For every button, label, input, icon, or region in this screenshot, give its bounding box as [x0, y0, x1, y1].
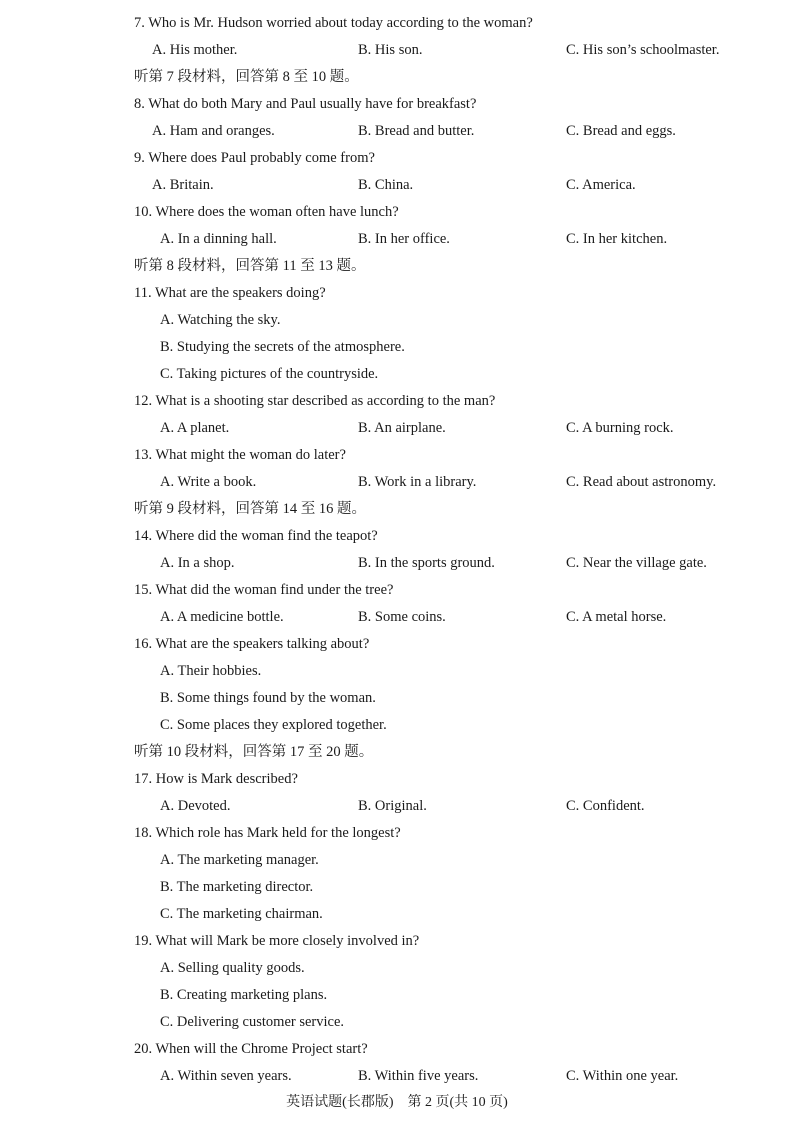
q11-option-b: B. Studying the secrets of the atmosphere.: [160, 339, 405, 355]
q20-option-c: C. Within one year.: [566, 1068, 679, 1084]
section-heading-7: 听第 7 段材料，回答第 8 至 10 题。: [134, 69, 359, 85]
question-11: 11. What are the speakers doing?: [134, 285, 326, 301]
question-16: 16. What are the speakers talking about?: [134, 636, 370, 652]
question-8: 8. What do both Mary and Paul usually have for breakfast?: [134, 96, 477, 112]
section-heading-8: 听第 8 段材料，回答第 11 至 13 题。: [134, 258, 366, 274]
question-18: 18. Which role has Mark held for the longest?: [134, 825, 401, 841]
q12-option-c: C. A burning rock.: [566, 420, 674, 436]
q16-option-a: A. Their hobbies.: [160, 663, 262, 679]
q14-option-a: A. In a shop.: [160, 555, 235, 571]
question-17: 17. How is Mark described?: [134, 771, 298, 787]
q9-option-a: A. Britain.: [152, 177, 214, 193]
q13-option-a: A. Write a book.: [160, 474, 257, 490]
q17-option-b: B. Original.: [358, 798, 427, 814]
page-footer: 英语试题(长郡版) 第 2 页(共 10 页): [286, 1095, 508, 1110]
q10-option-b: B. In her office.: [358, 231, 450, 247]
q17-option-a: A. Devoted.: [160, 798, 231, 814]
q17-option-c: C. Confident.: [566, 798, 645, 814]
q18-option-b: B. The marketing director.: [160, 879, 314, 895]
q19-option-a: A. Selling quality goods.: [160, 960, 305, 976]
q15-option-c: C. A metal horse.: [566, 609, 667, 625]
q16-option-c: C. Some places they explored together.: [160, 717, 387, 733]
q7-option-b: B. His son.: [358, 42, 423, 58]
q10-option-a: A. In a dinning hall.: [160, 231, 277, 247]
q14-option-b: B. In the sports ground.: [358, 555, 495, 571]
q12-option-a: A. A planet.: [160, 420, 230, 436]
q9-option-c: C. America.: [566, 177, 636, 193]
q19-option-b: B. Creating marketing plans.: [160, 987, 328, 1003]
q12-option-b: B. An airplane.: [358, 420, 446, 436]
q10-option-c: C. In her kitchen.: [566, 231, 668, 247]
question-19: 19. What will Mark be more closely involved in?: [134, 933, 420, 949]
q18-option-a: A. The marketing manager.: [160, 852, 319, 868]
question-13: 13. What might the woman do later?: [134, 447, 346, 463]
q15-option-a: A. A medicine bottle.: [160, 609, 284, 625]
q20-option-a: A. Within seven years.: [160, 1068, 292, 1084]
question-15: 15. What did the woman find under the tree?: [134, 582, 394, 598]
q11-option-a: A. Watching the sky.: [160, 312, 281, 328]
q16-option-b: B. Some things found by the woman.: [160, 690, 376, 706]
question-10: 10. Where does the woman often have lunch?: [134, 204, 399, 220]
section-heading-10: 听第 10 段材料，回答第 17 至 20 题。: [134, 744, 374, 760]
q13-option-b: B. Work in a library.: [358, 474, 477, 490]
q7-option-a: A. His mother.: [152, 42, 238, 58]
q15-option-b: B. Some coins.: [358, 609, 446, 625]
section-heading-9: 听第 9 段材料，回答第 14 至 16 题。: [134, 501, 366, 517]
q20-option-b: B. Within five years.: [358, 1068, 479, 1084]
question-7: 7. Who is Mr. Hudson worried about today according to the woman?: [134, 15, 533, 31]
q13-option-c: C. Read about astronomy.: [566, 474, 717, 490]
q8-option-c: C. Bread and eggs.: [566, 123, 676, 139]
q19-option-c: C. Delivering customer service.: [160, 1014, 345, 1030]
q8-option-a: A. Ham and oranges.: [152, 123, 275, 139]
question-12: 12. What is a shooting star described as according to the man?: [134, 393, 496, 409]
q7-option-c: C. His son’s schoolmaster.: [566, 42, 720, 58]
q8-option-b: B. Bread and butter.: [358, 123, 475, 139]
question-20: 20. When will the Chrome Project start?: [134, 1041, 368, 1057]
q14-option-c: C. Near the village gate.: [566, 555, 707, 571]
q11-option-c: C. Taking pictures of the countryside.: [160, 366, 379, 382]
q18-option-c: C. The marketing chairman.: [160, 906, 323, 922]
question-14: 14. Where did the woman find the teapot?: [134, 528, 378, 544]
question-9: 9. Where does Paul probably come from?: [134, 150, 375, 166]
q9-option-b: B. China.: [358, 177, 414, 193]
